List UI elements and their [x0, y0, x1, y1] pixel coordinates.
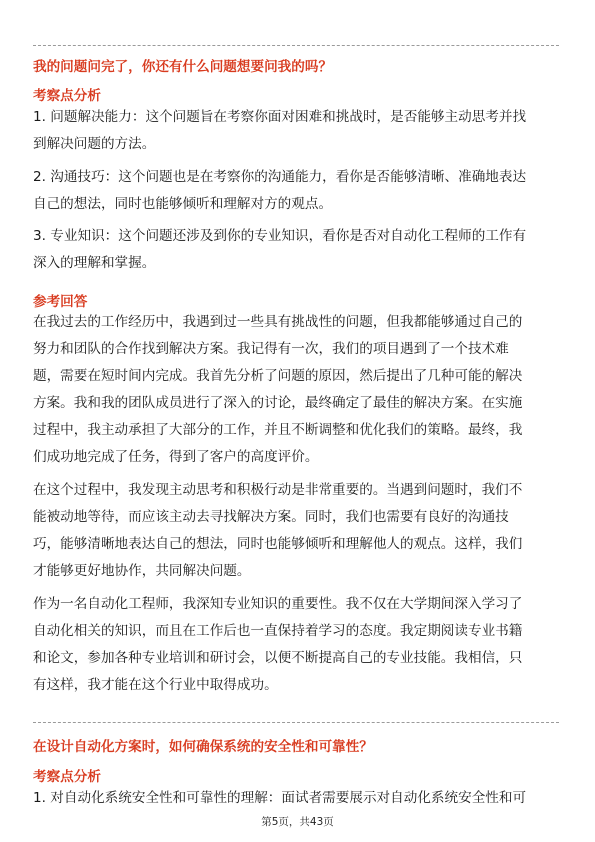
analysis-line: 1. 对自动化系统安全性和可靠性的理解：面试者需要展示对自动化系统安全性和可 — [33, 790, 527, 806]
answer-line: 过程中，我主动承担了大部分的工作，并且不断调整和优化我们的策略。最终，我 — [33, 422, 523, 438]
top-divider — [33, 45, 559, 46]
section-divider — [33, 722, 559, 723]
question-heading: 我的问题问完了，你还有什么问题想要问我的吗？ — [33, 59, 333, 75]
analysis-line: 自己的想法，同时也能够倾听和理解对方的观点。 — [33, 196, 333, 212]
answer-line: 自动化相关的知识，而且在工作后也一直保持着学习的态度。我定期阅读专业书籍 — [33, 623, 523, 639]
answer-line: 方案。我和我的团队成员进行了深入的讨论，最终确定了最佳的解决方案。在实施 — [33, 395, 523, 411]
page-footer: 第5页，共43页 — [261, 816, 334, 828]
analysis-heading: 考察点分析 — [33, 769, 101, 785]
answer-line: 们成功地完成了任务，得到了客户的高度评价。 — [33, 449, 319, 465]
answer-line: 努力和团队的合作找到解决方案。我记得有一次，我们的项目遇到了一个技术难 — [33, 341, 509, 357]
answer-line: 巧，能够清晰地表达自己的想法，同时也能够倾听和理解他人的观点。这样，我们 — [33, 536, 523, 552]
analysis-heading: 考察点分析 — [33, 88, 101, 104]
answer-line: 在我过去的工作经历中，我遇到过一些具有挑战性的问题，但我都能够通过自己的 — [33, 314, 523, 330]
answer-line: 能被动地等待，而应该主动去寻找解决方案。同时，我们也需要有良好的沟通技 — [33, 509, 509, 525]
analysis-line: 3. 专业知识：这个问题还涉及到你的专业知识，看你是否对自动化工程师的工作有 — [33, 228, 527, 244]
analysis-line: 2. 沟通技巧：这个问题也是在考察你的沟通能力，看你是否能够清晰、准确地表达 — [33, 169, 527, 185]
answer-line: 作为一名自动化工程师，我深知专业知识的重要性。我不仅在大学期间深入学习了 — [33, 596, 523, 612]
analysis-line: 到解决问题的方法。 — [33, 136, 156, 152]
answer-line: 有这样，我才能在这个行业中取得成功。 — [33, 677, 278, 693]
question-heading: 在设计自动化方案时，如何确保系统的安全性和可靠性？ — [33, 739, 373, 755]
analysis-line: 1. 问题解决能力：这个问题旨在考察你面对困难和挑战时，是否能够主动思考并找 — [33, 109, 527, 125]
answer-line: 在这个过程中，我发现主动思考和积极行动是非常重要的。当遇到问题时，我们不 — [33, 482, 523, 498]
answer-line: 和论文，参加各种专业培训和研讨会，以便不断提高自己的专业技能。我相信，只 — [33, 650, 523, 666]
answer-line: 才能够更好地协作，共同解决问题。 — [33, 563, 251, 579]
analysis-line: 深入的理解和掌握。 — [33, 255, 156, 271]
answer-heading: 参考回答 — [33, 294, 88, 310]
answer-line: 题，需要在短时间内完成。我首先分析了问题的原因，然后提出了几种可能的解决 — [33, 368, 523, 384]
